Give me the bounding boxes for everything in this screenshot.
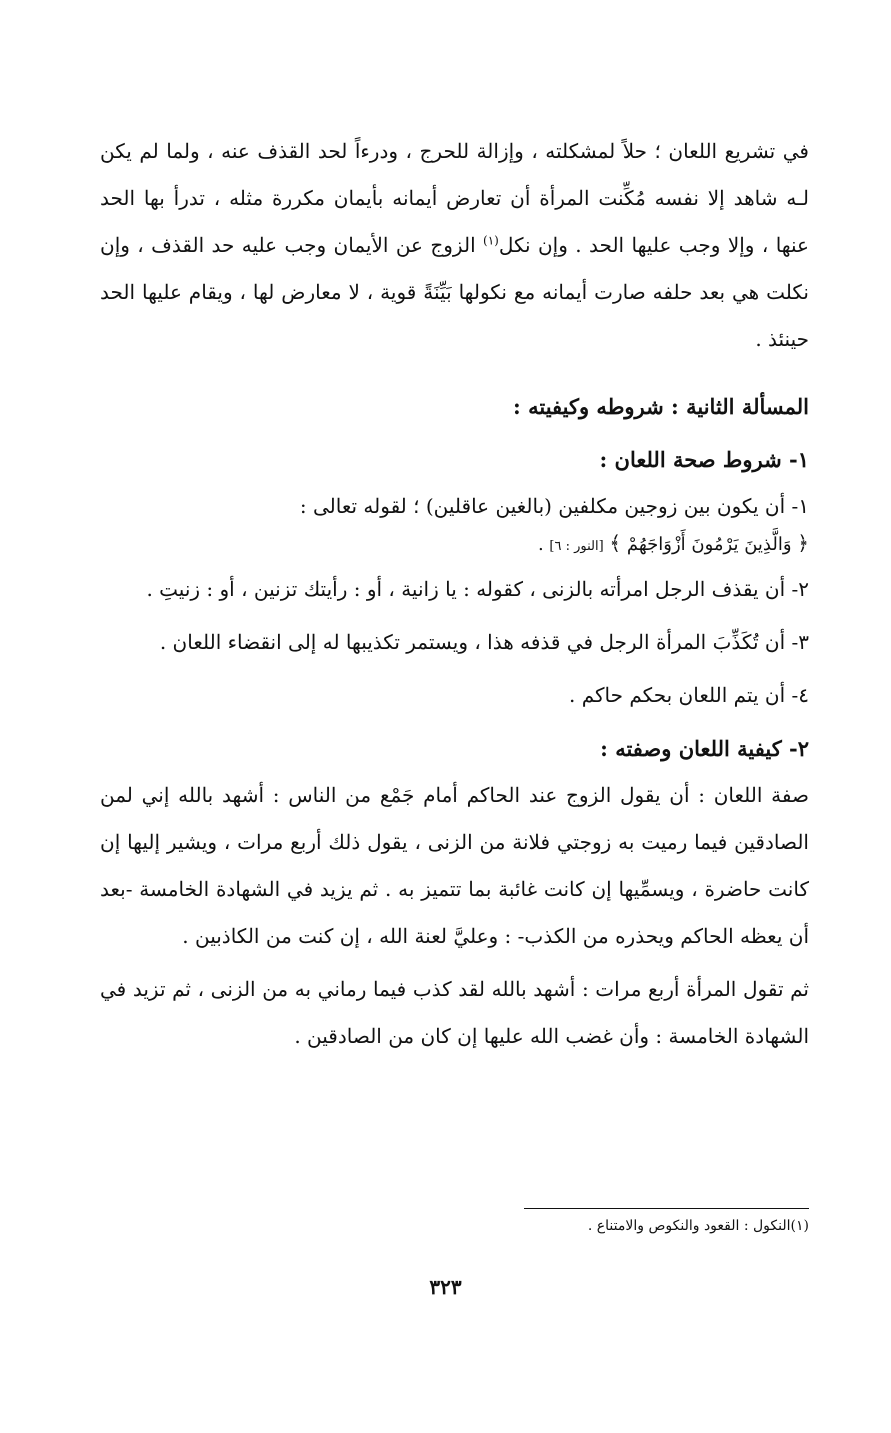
manner-heading: ٢- كيفية اللعان وصفته : bbox=[600, 736, 809, 761]
intro-text-after-note: الزوج عن الأيمان وجب عليه حد القذف ، وإن نكلت هي بعد حلفه صارت أيمانه مع نكولها بَيِّنَةً قوية ، لا معارض لها ، ويقام عليها الحد حينئذ . bbox=[100, 233, 809, 351]
intro-text-before-note: في تشريع اللعان ؛ حلاً لمشكلته ، وإزالة للحرج ، ودرءاً لحد القذف عنه ، ولما لم يكن لـه شاهد إلا نفسه مُكِّنت المرأة أن تعارض أيمانه بأيمان مكررة مثله ، تدرأ بها الحد عنها ، وإلا وجب عليها الحد . وإن نكل bbox=[100, 139, 809, 257]
verse-open-bracket: ﴿ bbox=[797, 531, 809, 555]
page-number: ٣٢٣ bbox=[429, 1275, 462, 1299]
condition-item-1: ١- أن يكون بين زوجين مكلفين (بالغين عاقلين) ؛ لقوله تعالى : bbox=[299, 494, 809, 518]
conditions-heading: ١- شروط صحة اللعان : bbox=[599, 447, 809, 472]
verse-reference: [النور : ٦] bbox=[549, 539, 604, 554]
footnote-divider bbox=[524, 1208, 809, 1209]
manner-paragraph-1: صفة اللعان : أن يقول الزوج عند الحاكم أمام جَمْع من الناس : أشهد بالله إني لمن الصادقين فيما رميت به زوجتي فلانة من الزنى ، يقول ذلك أربع مرات ، ويشير إليها إن كانت حاضرة ، ويسمِّيها إن كانت غائبة بما تتميز به . ثم يزيد في الشهادة الخامسة -بعد أن يعظه الحاكم ويحذره من الكذب- : وعليَّ لعنة الله ، إن كنت من الكاذبين . bbox=[100, 783, 809, 948]
intro-paragraph bbox=[100, 128, 809, 363]
verse-text: وَالَّذِينَ يَرْمُونَ أَزْوَاجَهُمْ bbox=[626, 534, 792, 555]
footnote-marker: (١) bbox=[483, 233, 499, 248]
verse-end: . bbox=[537, 534, 550, 555]
footnote: (١)النكول : القعود والنكوص والامتناع . bbox=[587, 1218, 809, 1234]
section-title: المسألة الثانية : شروطه وكيفيته : bbox=[513, 394, 809, 419]
page-body bbox=[100, 128, 809, 1060]
quran-verse bbox=[100, 524, 809, 566]
condition-item-4: ٤- أن يتم اللعان بحكم حاكم . bbox=[569, 683, 809, 707]
verse-close-bracket: ﴾ bbox=[609, 531, 622, 555]
condition-item-2: ٢- أن يقذف الرجل امرأته بالزنى ، كقوله : يا زانية ، أو : رأيتك تزنين ، أو : زنيتِ . bbox=[146, 577, 809, 601]
condition-item-3: ٣- أن تُكَذِّبَ المرأة الرجل في قذفه هذا ، ويستمر تكذيبها له إلى انقضاء اللعان . bbox=[159, 630, 809, 654]
manner-paragraph-2: ثم تقول المرأة أربع مرات : أشهد بالله لقد كذب فيما رماني به من الزنى ، ثم تزيد في الشهادة الخامسة : وأن غضب الله عليها إن كان من الصادقين . bbox=[100, 977, 809, 1048]
